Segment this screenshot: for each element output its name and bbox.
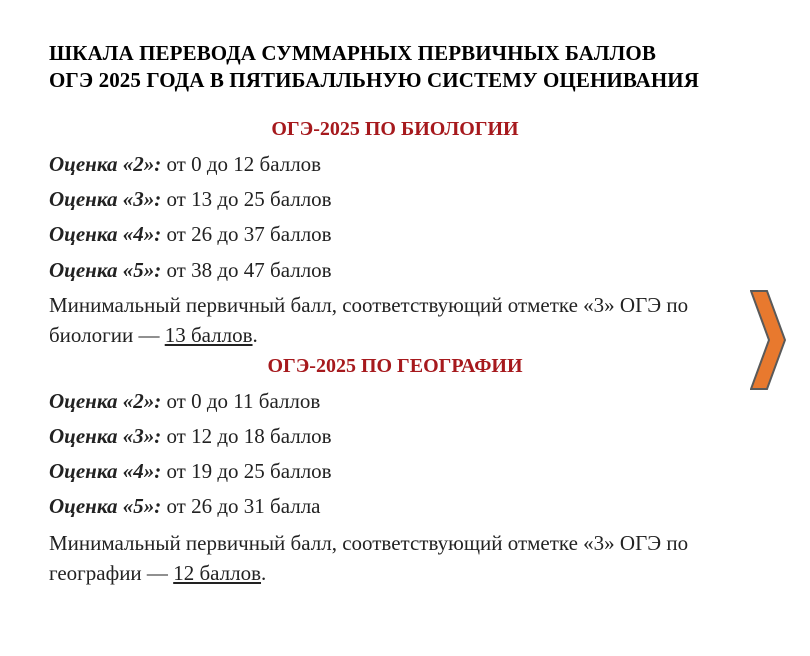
chevron-right-icon[interactable] [750, 290, 786, 390]
grade-label: Оценка «4»: [49, 222, 162, 246]
grade-range: от 12 до 18 баллов [161, 424, 332, 448]
title-line-1: ШКАЛА ПЕРЕВОДА СУММАРНЫХ ПЕРВИЧНЫХ БАЛЛОВ [49, 41, 656, 65]
min-score-value: 13 баллов [164, 323, 253, 347]
grade-label: Оценка «3»: [49, 187, 162, 211]
note-end: . [261, 561, 267, 585]
title-line-2: ОГЭ 2025 ГОДА В ПЯТИБАЛЛЬНУЮ СИСТЕМУ ОЦЕНИВАНИЯ [49, 68, 700, 92]
grade-range: от 26 до 31 балла [161, 494, 321, 518]
grade-range: от 0 до 11 баллов [161, 389, 321, 413]
biology-grade-4 [49, 221, 332, 247]
page-title [49, 40, 769, 94]
grade-label: Оценка «5»: [49, 258, 162, 282]
biology-grade-3 [49, 186, 332, 212]
grade-label: Оценка «2»: [49, 389, 162, 413]
biology-heading: ОГЭ-2025 ПО БИОЛОГИИ [271, 118, 519, 140]
geography-grade-5 [49, 493, 321, 519]
grade-range: от 26 до 37 баллов [161, 222, 332, 246]
grade-range: от 13 до 25 баллов [161, 187, 332, 211]
grade-label: Оценка «2»: [49, 152, 162, 176]
geography-grade-2 [49, 388, 320, 414]
biology-grade-5 [49, 257, 332, 283]
geography-min-score-note [49, 528, 749, 588]
min-score-value: 12 баллов [173, 561, 262, 585]
geography-grade-4 [49, 458, 332, 484]
arrow-shape [751, 291, 785, 389]
geography-heading: ОГЭ-2025 ПО ГЕОГРАФИИ [267, 355, 523, 377]
grade-range: от 0 до 12 баллов [161, 152, 322, 176]
note-text: Минимальный первичный балл, соответствующий отметке «3» ОГЭ по географии — [49, 531, 689, 585]
grade-range: от 38 до 47 баллов [161, 258, 332, 282]
note-text: Минимальный первичный балл, соответствующий отметке «3» ОГЭ по биологии — [49, 293, 689, 347]
note-end: . [252, 323, 258, 347]
biology-min-score-note [49, 290, 749, 350]
grade-range: от 19 до 25 баллов [161, 459, 332, 483]
grade-label: Оценка «5»: [49, 494, 162, 518]
grade-label: Оценка «3»: [49, 424, 162, 448]
biology-grade-2 [49, 151, 321, 177]
grade-label: Оценка «4»: [49, 459, 162, 483]
geography-grade-3 [49, 423, 332, 449]
